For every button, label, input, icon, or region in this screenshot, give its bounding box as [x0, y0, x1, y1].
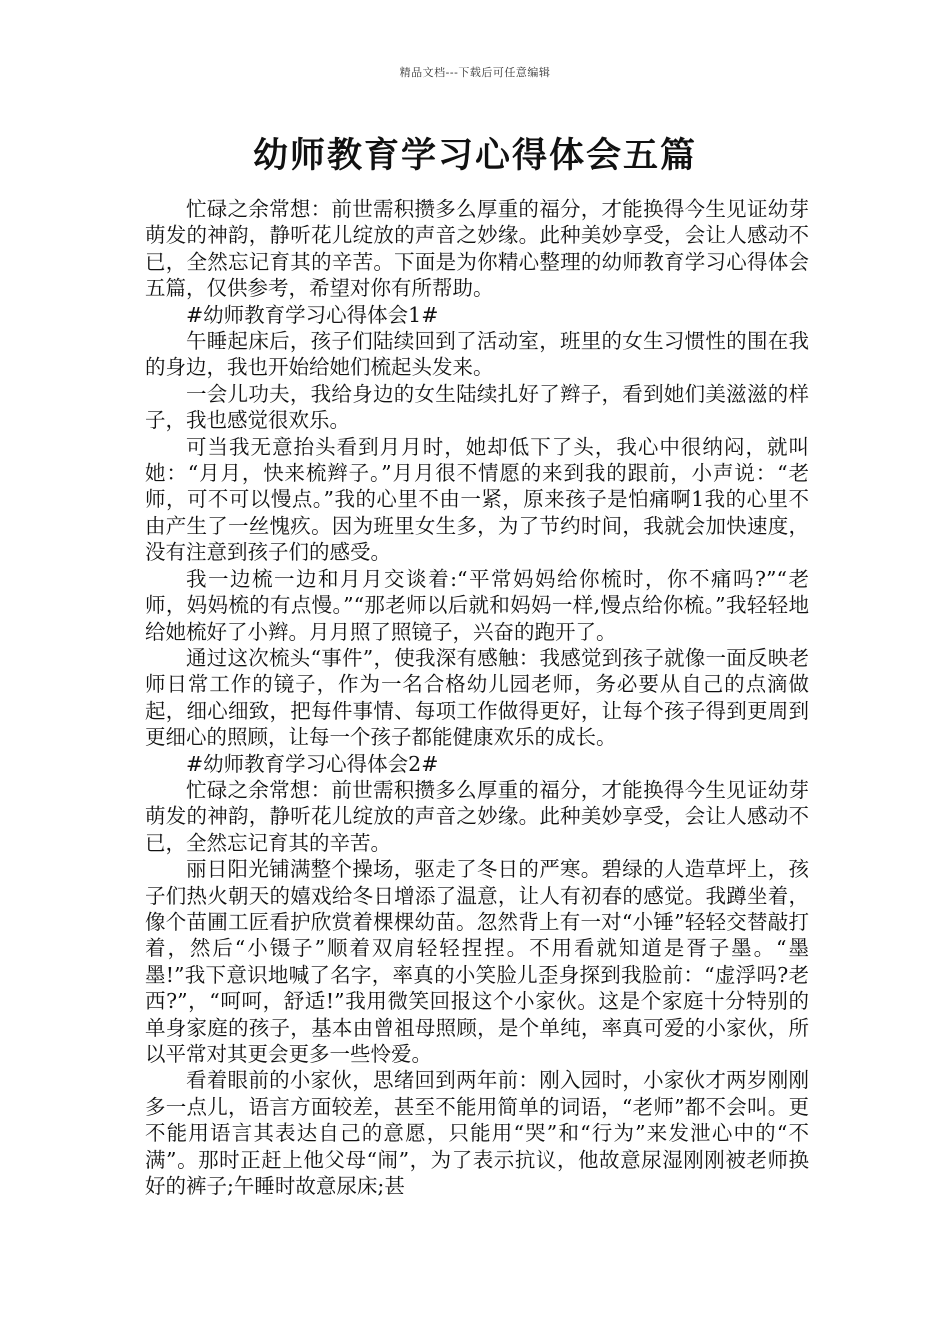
paragraph: 丽日阳光铺满整个操场，驱走了冬日的严寒。碧绿的人造草坪上，孩子们热火朝天的嬉戏给冬日增添了温意，让人有初春的感觉。我蹲坐着，像个苗圃工匠看护欣赏着棵棵幼苗。忽然背上有一对“小锤”轻轻交替敲打着，然后“小镊子”顺着双肩轻轻捏捏。不用看就知道是胥子墨。“墨墨!”我下意识地喊了名字，率真的小笑脸儿歪身探到我脸前：“虚浮吗?老西?”，“呵呵，舒适!”我用微笑回报这个小家伙。这是个家庭十分特别的单身家庭的孩子，基本由曾祖母照顾，是个单纯，率真可爱的小家伙，所以平常对其更会更多一些怜爱。 [145, 857, 809, 1066]
section-heading-1: #幼师教育学习心得体会1# [186, 302, 439, 327]
paragraph: 一会儿功夫，我给身边的女生陆续扎好了辫子，看到她们美滋滋的样子，我也感觉很欢乐。 [145, 381, 809, 433]
paragraph: 午睡起床后，孩子们陆续回到了活动室，班里的女生习惯性的围在我的身边，我也开始给她们梳起头发来。 [145, 329, 809, 380]
paragraph: 可当我无意抬头看到月月时，她却低下了头，我心中很纳闷，就叫她：“月月，快来梳辫子。”月月很不情愿的来到我的跟前，小声说：“老师，可不可以慢点。”我的心里不由一紧，原来孩子是怕痛啊1我的心里不由产生了一丝愧疚。因为班里女生多，为了节约时间，我就会加快速度，没有注意到孩子们的感受。 [145, 434, 809, 565]
paragraph-intro: 忙碌之余常想：前世需积攒多么厚重的福分，才能换得今生见证幼芽萌发的神韵，静听花儿绽放的声音之妙缘。此种美妙享受，会让人感动不已，全然忘记育其的辛苦。下面是为你精心整理的幼师教育学习心得体会五篇，仅供参考，希望对你有所帮助。 [145, 197, 809, 301]
paragraph: 看着眼前的小家伙，思绪回到两年前：刚入园时，小家伙才两岁刚刚多一点儿，语言方面较差，甚至不能用简单的词语，“老师”都不会叫。更不能用语言其表达自己的意愿，只能用“哭”和“行为”来发泄心中的“不满”。那时正赶上他父母“闹”，为了表示抗议，他故意尿湿刚刚被老师换好的裤子;午睡时故意尿床;甚 [145, 1068, 809, 1199]
paragraph: 通过这次梳头“事件”，使我深有感触：我感觉到孩子就像一面反映老师日常工作的镜子，作为一名合格幼儿园老师，务必要从自己的点滴做起，细心细致，把每件事情、每项工作做得更好，让每个孩子得到更周到更细心的照顾，让每一个孩子都能健康欢乐的成长。 [145, 645, 809, 750]
section-heading-2: #幼师教育学习心得体会2# [186, 751, 439, 776]
header-note: 精品文档---下载后可任意编辑 [399, 66, 551, 79]
paragraph: 忙碌之余常想：前世需积攒多么厚重的福分，才能换得今生见证幼芽萌发的神韵，静听花儿绽放的声音之妙缘。此种美妙享受，会让人感动不已，全然忘记育其的辛苦。 [145, 777, 809, 855]
document-title: 幼师教育学习心得体会五篇 [252, 135, 697, 176]
paragraph: 我一边梳一边和月月交谈着:“平常妈妈给你梳时，你不痛吗?”“老师，妈妈梳的有点慢。”“那老师以后就和妈妈一样,慢点给你梳。”我轻轻地给她梳好了小辫。月月照了照镜子，兴奋的跑开了。 [145, 566, 809, 644]
document-body [145, 196, 809, 1199]
